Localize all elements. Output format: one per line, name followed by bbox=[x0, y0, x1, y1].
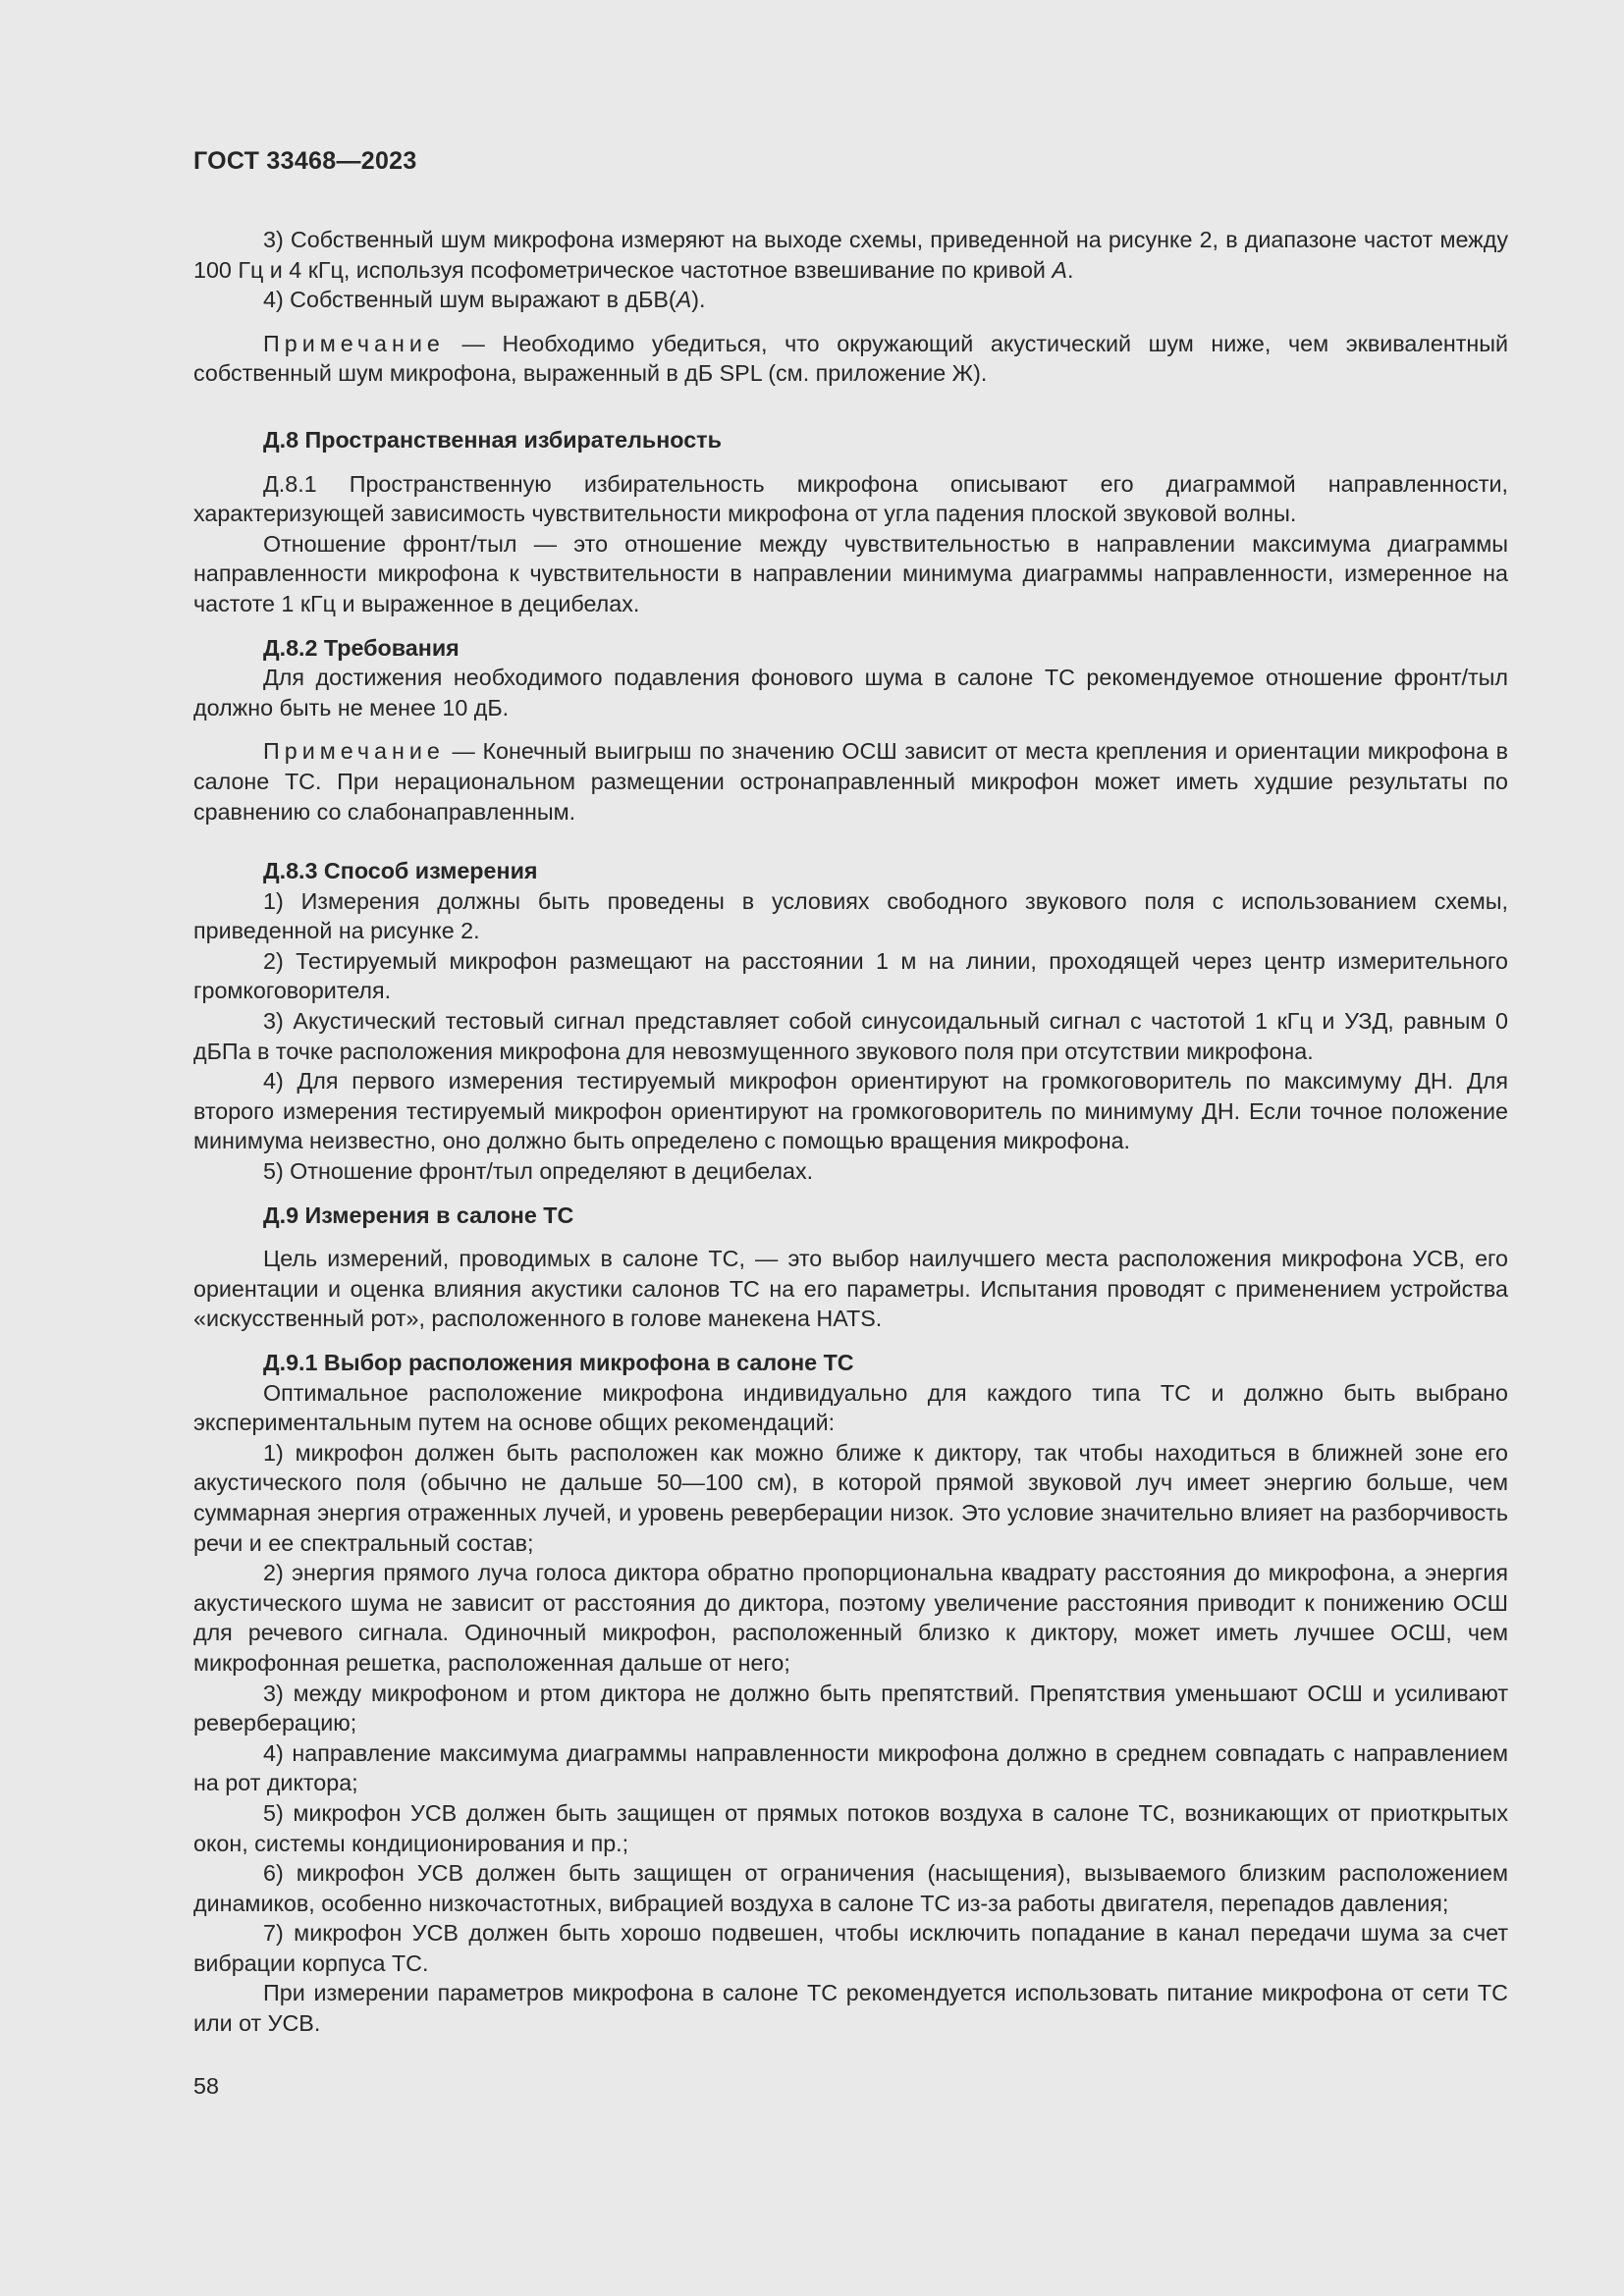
list-item: 6) микрофон УСВ должен быть защищен от ограничения (насыщения), вызываемого близким расположением динамиков, особенно низкочастотных, вибрацией воздуха в салоне ТС из-за работы двигателя, перепадов давления; bbox=[193, 1860, 1508, 1916]
note-label: Примечание bbox=[263, 330, 445, 356]
section-heading: Д.8.3 Способ измерения bbox=[263, 858, 538, 884]
section-heading: Д.9.1 Выбор расположения микрофона в салоне ТС bbox=[263, 1350, 854, 1375]
paragraph: 4) Собственный шум выражают в дБВ(A). bbox=[263, 287, 706, 313]
section-heading: Д.9 Измерения в салоне ТС bbox=[263, 1201, 574, 1228]
list-item: 4) направление максимума диаграммы направленности микрофона должно в среднем совпадать с направлением на рот диктора; bbox=[193, 1739, 1508, 1796]
note-paragraph: Примечание — Конечный выигрыш по значению ОСШ зависит от места крепления и ориентации микрофона в салоне ТС. При нерациональном размещении остронаправленный микрофон может иметь худшие результаты по сравнению со слабонаправленным. bbox=[193, 738, 1508, 825]
list-item: 5) Отношение фронт/тыл определяют в децибелах. bbox=[263, 1158, 814, 1185]
list-item: 2) Тестируемый микрофон размещают на расстоянии 1 м на линии, проходящей через центр измерительного громкоговорителя. bbox=[193, 947, 1508, 1004]
paragraph: Оптимальное расположение микрофона индивидуально для каждого типа ТС и должно быть выбрано экспериментальным путем на основе общих рекомендаций: bbox=[193, 1379, 1508, 1436]
list-item: 3) между микрофоном и ртом диктора не должно быть препятствий. Препятствия уменьшают ОСШ и усиливают реверберацию; bbox=[193, 1680, 1508, 1736]
list-item: 3) Акустический тестовый сигнал представляет собой синусоидальный сигнал с частотой 1 кГц и УЗД, равным 0 дБПа в точке расположения микрофона для невозмущенного звукового поля при отсутствии микрофона. bbox=[193, 1008, 1508, 1064]
section-heading: Д.8.2 Требования bbox=[263, 634, 460, 661]
document-body bbox=[193, 225, 1508, 2039]
document-header: ГОСТ 33468—2023 bbox=[193, 147, 417, 175]
page-number: 58 bbox=[193, 2073, 219, 2099]
paragraph: Для достижения необходимого подавления фонового шума в салоне ТС рекомендуемое отношение фронт/тыл должно быть не менее 10 дБ. bbox=[193, 665, 1508, 721]
list-item: 2) энергия прямого луча голоса диктора обратно пропорциональна квадрату расстояния до микрофона, а энергия акустического шума не зависит от расстояния до диктора, поэтому увеличение расстояния приводит к понижению ОСШ для речевого сигнала. Одиночный микрофон, расположенный близко к диктору, может иметь лучшее ОСШ, чем микрофонная решетка, расположенная дальше от него; bbox=[193, 1560, 1508, 1676]
paragraph: Цель измерений, проводимых в салоне ТС, — это выбор наилучшего места расположения микрофона УСВ, его ориентации и оценка влияния акустики салонов ТС на его параметры. Испытания проводят с применением устройства «искусственный рот», расположенного в голове манекена HATS. bbox=[193, 1246, 1508, 1332]
note-paragraph: Примечание — Необходимо убедиться, что окружающий акустический шум ниже, чем эквивалентный собственный шум микрофона, выраженный в дБ SPL (см. приложение Ж). bbox=[193, 330, 1508, 387]
list-item: 4) Для первого измерения тестируемый микрофон ориентируют на громкоговоритель по максимуму ДН. Для второго измерения тестируемый микрофон ориентируют на громкоговоритель по минимуму ДН. Если точное положение минимума неизвестно, оно должно быть определено с помощью вращения микрофона. bbox=[193, 1068, 1508, 1154]
paragraph: 3) Собственный шум микрофона измеряют на выходе схемы, приведенной на рисунке 2, в диапазоне частот между 100 Гц и 4 кГц, используя псофометрическое частотное взвешивание по кривой A. bbox=[193, 227, 1508, 283]
list-item: 5) микрофон УСВ должен быть защищен от прямых потоков воздуха в салоне ТС, возникающих от приоткрытых окон, системы кондиционирования и пр.; bbox=[193, 1799, 1508, 1856]
paragraph: При измерении параметров микрофона в салоне ТС рекомендуется использовать питание микрофона от сети ТС или от УСВ. bbox=[193, 1980, 1508, 2037]
list-item: 1) микрофон должен быть расположен как можно ближе к диктору, так чтобы находиться в ближней зоне его акустического поля (обычно не дальше 50—100 см), в которой прямой звуковой луч имеет энергию больше, чем суммарная энергия отраженных лучей, и уровень реверберации низок. Это условие значительно влияет на разборчивость речи и ее спектральный состав; bbox=[193, 1439, 1508, 1556]
section-heading: Д.8 Пространственная избирательность bbox=[263, 426, 722, 453]
list-item: 7) микрофон УСВ должен быть хорошо подвешен, чтобы исключить попадание в канал передачи шума за счет вибрации корпуса ТС. bbox=[193, 1920, 1508, 1976]
paragraph: Д.8.1 Пространственную избирательность микрофона описывают его диаграммой направленности, характеризующей зависимость чувствительности микрофона от угла падения плоской звуковой волны. bbox=[193, 470, 1508, 527]
list-item: 1) Измерения должны быть проведены в условиях свободного звукового поля с использованием схемы, приведенной на рисунке 2. bbox=[193, 887, 1508, 944]
note-label: Примечание bbox=[263, 738, 445, 765]
paragraph: Отношение фронт/тыл — это отношение между чувствительностью в направлении максимума диаграммы направленности микрофона к чувствительности в направлении минимума диаграммы направленности, измеренное на частоте 1 кГц и выраженное в децибелах. bbox=[193, 530, 1508, 616]
